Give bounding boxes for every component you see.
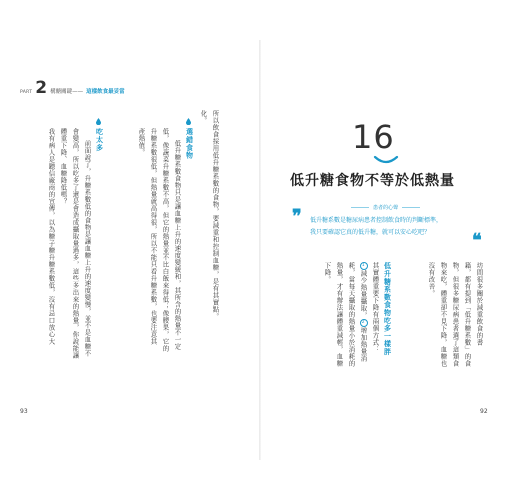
smile-icon bbox=[373, 155, 399, 165]
question-line: 我只要確認它真的低升糖，就可以安心吃吧？ bbox=[310, 229, 431, 236]
question-line: 低升糖系數是糖尿病患者控制飲食時的判斷標準， bbox=[310, 217, 443, 224]
close-quote-icon: ❝ bbox=[472, 230, 482, 251]
text-column: 物，但很多糖尿病患者選了這類食 bbox=[451, 262, 460, 367]
text-column: 我有病人是聽信廠商的宣傳，以為糖子糖升糖系數低，沒有忌口放心大 bbox=[47, 128, 56, 345]
text-column: 籍，都有提到「低升糖系數」的食 bbox=[463, 262, 472, 367]
section-heading: 低升糖系數食物吃多一樣胖 bbox=[383, 262, 392, 356]
text-column: 產熱值。 bbox=[137, 128, 146, 156]
text-column: 化。 bbox=[199, 110, 208, 124]
text-column: 沒有改善。 bbox=[427, 262, 436, 297]
text-column: 前面說了，升糖系數低的食物是讓血糖上升的速度變慢，並不是血糖不 bbox=[83, 140, 92, 357]
part-subtitle: 這樣飲食最妥當 bbox=[86, 89, 125, 95]
text-column: 物來吃，體重卻不見下降，血糖也 bbox=[439, 262, 448, 367]
page-number: 92 bbox=[480, 408, 488, 415]
text-column: 所以飲食採用低升糖系數的食物，要減重和控制血糖，是有其實點。 bbox=[211, 110, 220, 320]
text-column: 下降。 bbox=[323, 262, 332, 283]
running-header bbox=[20, 80, 125, 97]
drop-icon bbox=[186, 118, 191, 125]
patient-voice-label bbox=[351, 204, 420, 211]
text-column: 坊間很多關於減重飲食的書 bbox=[475, 262, 484, 346]
text-column: 低，像蔬菜升糖系數不高，但它的熱量並不比白飯來得低；像腰果，它的 bbox=[161, 128, 170, 352]
section-heading: 吃太多 bbox=[95, 128, 104, 152]
drop-icon bbox=[96, 118, 101, 125]
part-number: 2 bbox=[35, 78, 48, 98]
number-badge: 2 bbox=[360, 319, 368, 327]
text-column: 熱量，才有辦法讓體重減輕，血糖 bbox=[335, 262, 344, 367]
text-column: 升糖系數很低，但熱量就高得很，所以不能只看升糖系數，也要注意其 bbox=[149, 128, 158, 345]
patient-question bbox=[310, 215, 442, 239]
text-column: 會變高，所以吃多了還是會造成攝取量過多，這些多出來的熱量，你說能讓 bbox=[71, 128, 80, 359]
number-badge: 1 bbox=[360, 262, 368, 270]
text-column: 低升糖系數食物只是讓血糖上升的速度變緩和，其所含的熱量不一定 bbox=[173, 140, 182, 350]
text-column: 體重下降、血糖降低嗎？ bbox=[59, 128, 68, 205]
text-column: 耗，當每天攝取的熱量小於消耗的 bbox=[347, 262, 356, 367]
text-column: 其實體重要下降有兩個方式： bbox=[371, 262, 380, 353]
text-run: 增加熱量消 bbox=[359, 327, 368, 362]
chapter-title: 低升糖食物不等於低熱量 bbox=[290, 173, 455, 189]
left-page bbox=[0, 0, 259, 500]
open-quote-icon: ❞ bbox=[292, 206, 302, 227]
label-text: 患者的心聲 bbox=[373, 205, 399, 211]
text-run: 減少熱量攝取， bbox=[359, 270, 368, 319]
part-title: 構醣關鍵—— bbox=[50, 89, 84, 95]
part-tag: PART bbox=[20, 90, 33, 95]
page-number: 93 bbox=[20, 408, 28, 415]
text-column bbox=[358, 262, 369, 402]
section-heading: 選錯食物 bbox=[185, 128, 194, 160]
chapter-number: 16 bbox=[352, 118, 395, 156]
